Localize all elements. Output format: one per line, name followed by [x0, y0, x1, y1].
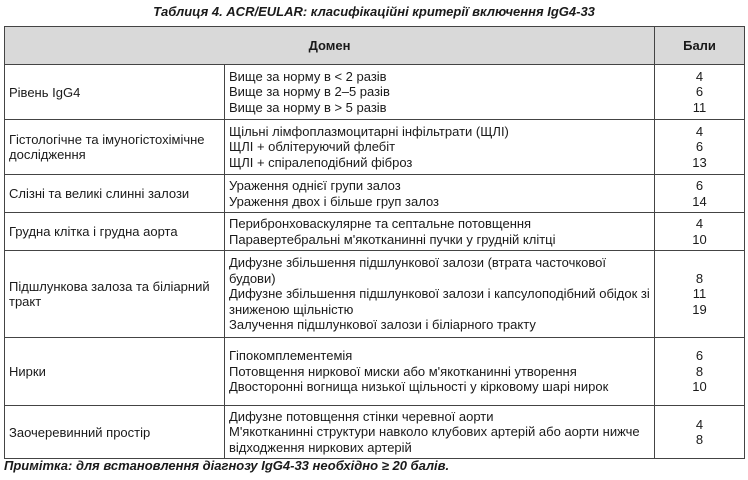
points-cell — [655, 175, 745, 213]
criterion: ЩЛІ + спіралеподібний фіброз — [229, 154, 413, 170]
points-value: 8 — [695, 432, 704, 447]
table-header-row — [5, 27, 745, 65]
points-value: 4 — [695, 68, 704, 84]
points-value: 10 — [692, 231, 707, 247]
criterion: Вище за норму в < 2 разів — [229, 68, 387, 84]
domain-cell: Гістологічне та імуногістохімічне дослідження — [5, 120, 225, 175]
table-row — [5, 213, 745, 251]
criterion: Двосторонні вогнища низької щільності у кірковому шарі нирок — [229, 379, 609, 395]
points-value: 8 — [695, 270, 704, 286]
criteria-table — [4, 26, 745, 459]
criteria-cell — [225, 406, 655, 459]
criterion: Ураження однієї групи залоз — [229, 178, 401, 193]
criteria-cell — [225, 251, 655, 338]
table-row — [5, 251, 745, 338]
points-value: 14 — [692, 193, 707, 209]
criterion: Дифузне потовщення стінки черевної аорти — [229, 408, 494, 424]
points-value: 4 — [695, 216, 704, 231]
domain-cell: Слізні та великі слинні залози — [5, 175, 225, 213]
criterion: Щільні лімфоплазмоцитарні інфільтрати (ЩЛІ) — [229, 123, 509, 139]
table-row — [5, 175, 745, 213]
criteria-cell — [225, 213, 655, 251]
points-cell — [655, 406, 745, 459]
points-value: 6 — [695, 139, 704, 155]
table-row — [5, 406, 745, 459]
points-value: 8 — [695, 363, 704, 379]
points-cell — [655, 338, 745, 406]
criterion: Вище за норму в > 5 разів — [229, 99, 387, 115]
table-row — [5, 120, 745, 175]
table-row — [5, 65, 745, 120]
criteria-cell — [225, 175, 655, 213]
criterion: Залучення підшлункової залози і біліарного тракту — [229, 317, 536, 333]
criteria-cell — [225, 338, 655, 406]
criterion: Перибронховаскулярне та септальне потовщення — [229, 216, 532, 231]
domain-cell: Заочеревинний простір — [5, 406, 225, 459]
points-cell — [655, 213, 745, 251]
criteria-cell — [225, 120, 655, 175]
domain-cell: Рівень IgG4 — [5, 65, 225, 120]
points-value: 6 — [695, 348, 704, 364]
criterion: Паравертебральні м'якотканинні пучки у грудній клітці — [229, 231, 556, 247]
points-value: 10 — [692, 379, 707, 395]
domain-cell: Підшлункова залоза та біліарний тракт — [5, 251, 225, 338]
points-value: 4 — [695, 416, 704, 432]
points-value: 6 — [695, 178, 704, 193]
criterion: ЩЛІ + облітеруючий флебіт — [229, 139, 396, 155]
points-value: 6 — [695, 84, 704, 100]
criterion: Вище за норму в 2–5 разів — [229, 84, 390, 100]
table-note: Примітка: для встановлення діагнозу IgG4-33 необхідно ≥ 20 балів. — [4, 458, 450, 473]
domain-cell: Нирки — [5, 338, 225, 406]
header-domain: Домен — [5, 27, 655, 65]
points-value: 4 — [695, 123, 704, 139]
criteria-cell — [225, 65, 655, 120]
criterion: Дифузне збільшення підшлункової залози і капсулоподібний обідок зі зниженою щільністю — [229, 286, 650, 317]
points-value: 19 — [692, 301, 707, 317]
criterion: Гіпокомплементемія — [229, 348, 353, 364]
points-value: 11 — [692, 99, 707, 115]
criterion: Дифузне збільшення підшлункової залози (втрата часточкової будови) — [229, 255, 607, 286]
table-caption: Таблиця 4. ACR/EULAR: класифікаційні критерії включення IgG4-33 — [153, 4, 595, 19]
table-row — [5, 338, 745, 406]
points-value: 11 — [692, 286, 707, 302]
header-points: Бали — [655, 27, 745, 65]
criterion: М'якотканинні структури навколо клубових артерій або аорти нижче відходження ниркових артерій — [229, 424, 640, 455]
points-value: 13 — [692, 154, 707, 170]
points-cell — [655, 65, 745, 120]
criterion: Потовщення ниркової миски або м'якотканинні утворення — [229, 363, 577, 379]
points-cell — [655, 251, 745, 338]
points-cell — [655, 120, 745, 175]
domain-cell: Грудна клітка і грудна аорта — [5, 213, 225, 251]
criterion: Ураження двох і більше груп залоз — [229, 193, 440, 209]
